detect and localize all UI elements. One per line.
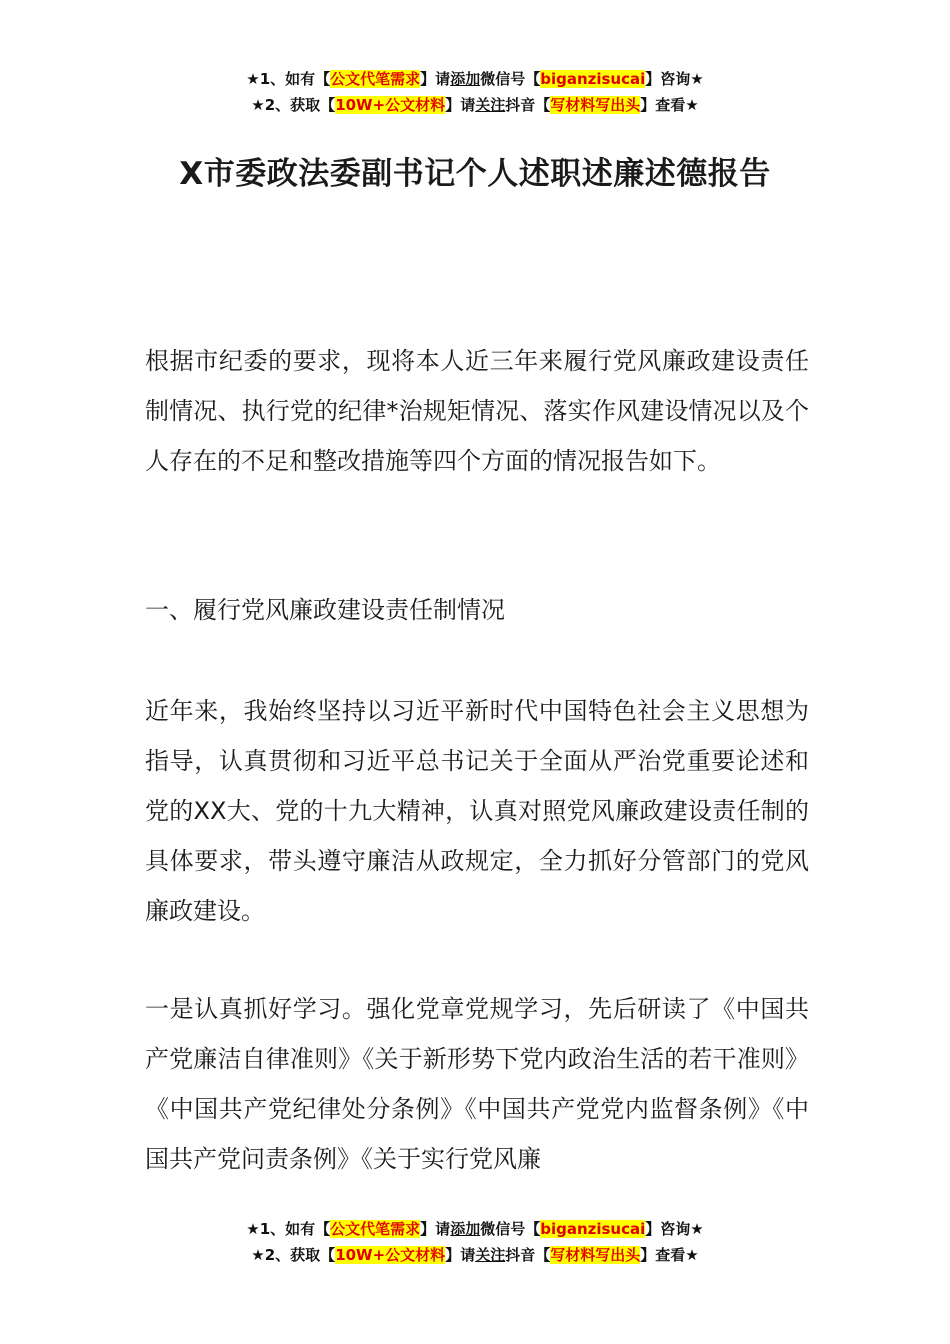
banner-text: 】查看★ xyxy=(640,96,699,114)
banner-text: ★2、获取【 xyxy=(251,1246,336,1264)
banner-emphasis: 关注 xyxy=(475,1246,506,1264)
highlight-service: 公文代笔需求 xyxy=(330,1220,421,1238)
highlight-service: 公文代笔需求 xyxy=(330,70,421,88)
highlight-wechat-id: biganzisucai xyxy=(540,1220,646,1238)
banner-text: ★2、获取【 xyxy=(251,96,336,114)
body-paragraph: 近年来，我始终坚持以习近平新时代中国特色社会主义思想为指导，认真贯彻和习近平总书记关于全面从严治党重要论述和党的XX大、党的十九大精神，认真对照党风廉政建设责任制的具体要求，带头遵守廉洁从政规定，全力抓好分管部门的党风廉政建设。 xyxy=(145,697,809,925)
highlight-materials: 10W+公文材料 xyxy=(335,96,446,114)
banner-text: 】查看★ xyxy=(640,1246,699,1264)
footer-banner xyxy=(0,1216,950,1268)
banner-text: 】请 xyxy=(445,1246,476,1264)
banner-text: ★1、如有【 xyxy=(246,70,331,88)
banner-line-2 xyxy=(0,1242,950,1268)
document-title: X市委政法委副书记个人述职述廉述德报告 xyxy=(179,156,771,192)
highlight-wechat-id: biganzisucai xyxy=(540,70,646,88)
banner-line-1 xyxy=(0,66,950,92)
highlight-douyin-id: 写材料写出头 xyxy=(550,1246,641,1264)
banner-emphasis: 添加 xyxy=(450,70,481,88)
intro-paragraph: 根据市纪委的要求，现将本人近三年来履行党风廉政建设责任制情况、执行党的纪律*治规矩情况、落实作风建设情况以及个人存在的不足和整改措施等四个方面的情况报告如下。 xyxy=(145,347,809,475)
banner-text: 】咨询★ xyxy=(645,70,704,88)
highlight-douyin-id: 写材料写出头 xyxy=(550,96,641,114)
body-paragraph: 一是认真抓好学习。强化党章党规学习，先后研读了《中国共产党廉洁自律准则》《关于新形势下党内政治生活的若干准则》《中国共产党纪律处分条例》《中国共产党党内监督条例》《中国共产党问责条例》《关于实行党风廉 xyxy=(145,995,809,1173)
banner-text: 微信号【 xyxy=(480,1220,541,1238)
section-heading: 一、履行党风廉政建设责任制情况 xyxy=(145,596,505,624)
banner-text: ★1、如有【 xyxy=(246,1220,331,1238)
banner-emphasis: 关注 xyxy=(475,96,506,114)
banner-text: 抖音【 xyxy=(505,96,551,114)
banner-text: 】请 xyxy=(420,70,451,88)
banner-text: 】请 xyxy=(445,96,476,114)
highlight-materials: 10W+公文材料 xyxy=(335,1246,446,1264)
banner-emphasis: 添加 xyxy=(450,1220,481,1238)
banner-line-1 xyxy=(0,1216,950,1242)
banner-text: 抖音【 xyxy=(505,1246,551,1264)
banner-text: 】请 xyxy=(420,1220,451,1238)
banner-text: 】咨询★ xyxy=(645,1220,704,1238)
banner-line-2 xyxy=(0,92,950,118)
header-banner xyxy=(0,66,950,118)
banner-text: 微信号【 xyxy=(480,70,541,88)
